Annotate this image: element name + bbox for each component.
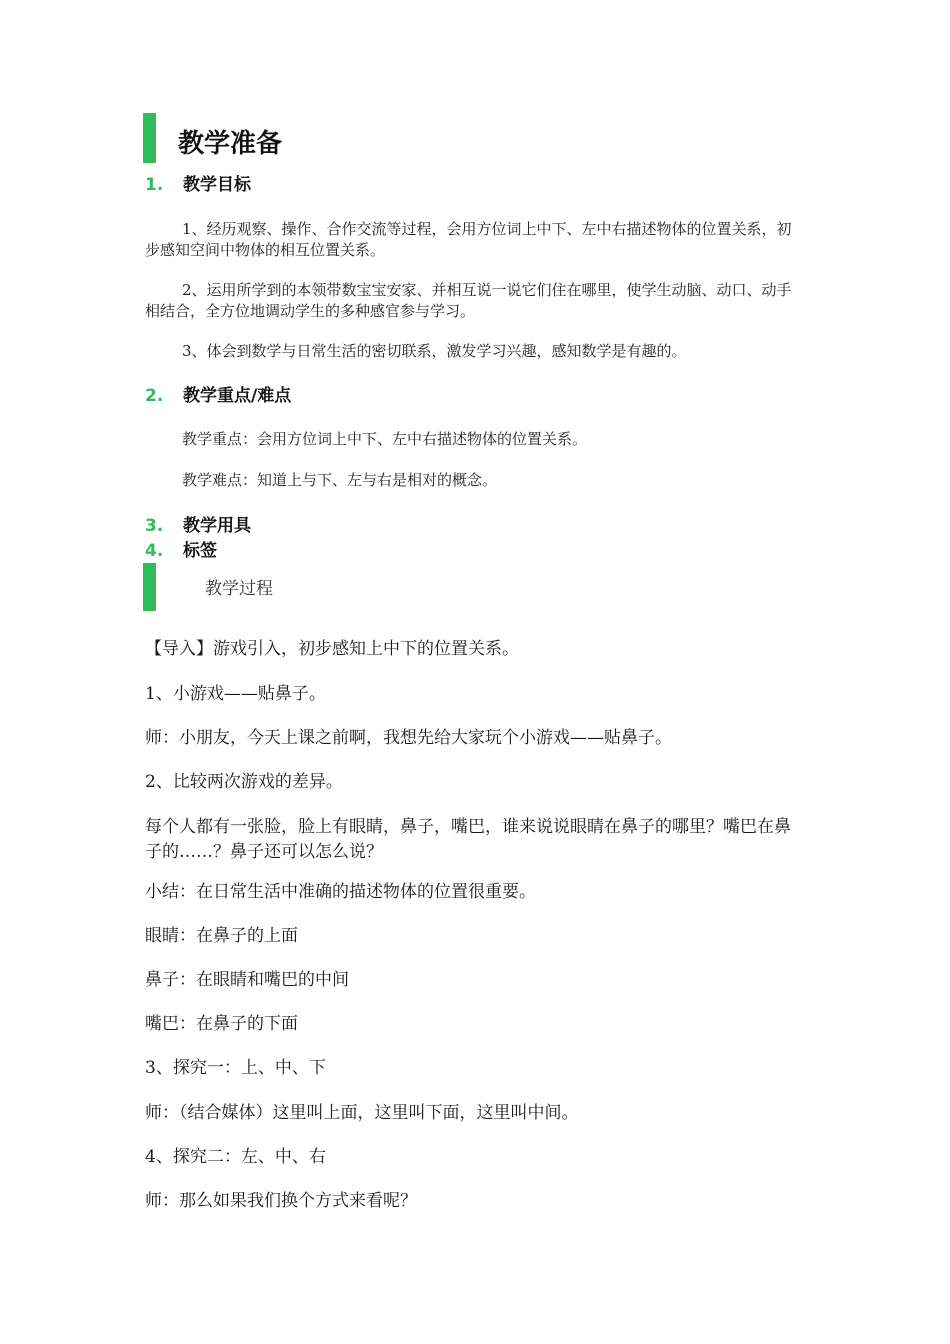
- body-paragraph: 每个人都有一张脸，脸上有眼睛，鼻子，嘴巴，谁来说说眼睛在鼻子的哪里？嘴巴在鼻子的……？鼻子还可以怎么说？: [145, 817, 791, 862]
- body-paragraph: 1、小游戏——贴鼻子。: [145, 684, 326, 704]
- section-title: 教学准备: [178, 129, 283, 159]
- heading-number: 1.: [145, 175, 164, 195]
- heading-label: 教学重点/难点: [183, 386, 292, 406]
- body-paragraph: 3、探究一：上、中、下: [145, 1058, 326, 1078]
- body-paragraph: 眼睛：在鼻子的上面: [145, 926, 298, 946]
- heading-number: 3.: [145, 516, 164, 536]
- heading-goals: [145, 173, 251, 197]
- heading-label: 标签: [183, 541, 217, 561]
- heading-label: 教学目标: [183, 175, 251, 195]
- body-paragraph: 鼻子：在眼睛和嘴巴的中间: [145, 970, 349, 990]
- section-title: 教学过程: [205, 579, 273, 599]
- heading-keypoints: [145, 384, 291, 408]
- body-paragraph: 小结：在日常生活中准确的描述物体的位置很重要。: [145, 882, 536, 902]
- body-paragraph: 2、比较两次游戏的差异。: [145, 772, 343, 792]
- body-paragraph: 师：那么如果我们换个方式来看呢？: [145, 1191, 417, 1211]
- goal-paragraph: 2、运用所学到的本领带数宝宝安家、并相互说一说它们住在哪里，使学生动脑、动口、动手相结合，全方位地调动学生的多种感官参与学习。: [145, 281, 792, 320]
- keypoint-paragraph: 教学难点：知道上与下、左与右是相对的概念。: [182, 471, 498, 489]
- body-paragraph: 4、探究二：左、中、右: [145, 1147, 326, 1167]
- keypoint-paragraph: 教学重点：会用方位词上中下、左中右描述物体的位置关系。: [182, 430, 588, 448]
- heading-tags: [145, 539, 217, 563]
- body-paragraph: 【导入】游戏引入，初步感知上中下的位置关系。: [145, 639, 519, 659]
- heading-label: 教学用具: [183, 516, 251, 536]
- section-accent-bar: [143, 563, 156, 611]
- body-paragraph: 师：小朋友，今天上课之前啊，我想先给大家玩个小游戏——贴鼻子。: [145, 728, 672, 748]
- body-paragraph: 师：（结合媒体）这里叫上面，这里叫下面，这里叫中间。: [145, 1103, 579, 1123]
- section-accent-bar: [143, 113, 156, 163]
- heading-number: 4.: [145, 541, 164, 561]
- goal-paragraph: 1、经历观察、操作、合作交流等过程，会用方位词上中下、左中右描述物体的位置关系，初步感知空间中物体的相互位置关系。: [145, 220, 792, 259]
- heading-tools: [145, 514, 251, 538]
- heading-number: 2.: [145, 386, 164, 406]
- body-paragraph: 嘴巴：在鼻子的下面: [145, 1014, 298, 1034]
- goal-paragraph: 3、体会到数学与日常生活的密切联系，激发学习兴趣，感知数学是有趣的。: [182, 342, 687, 360]
